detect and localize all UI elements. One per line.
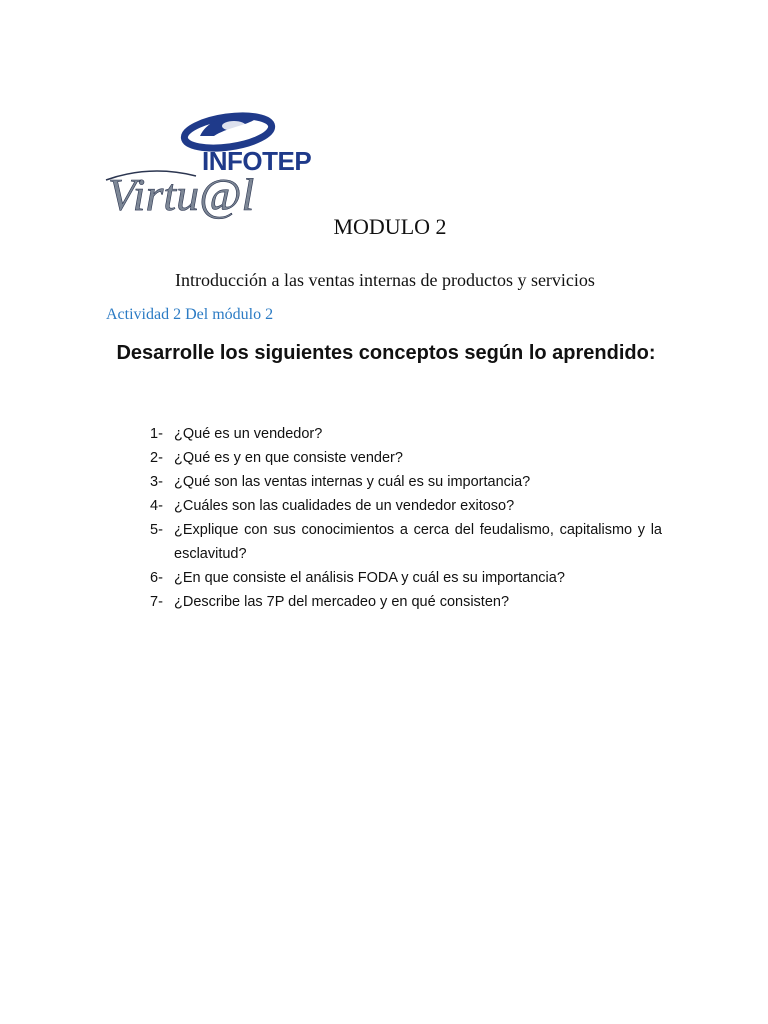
question-list	[150, 422, 662, 614]
list-item	[150, 422, 662, 446]
list-item	[150, 566, 662, 590]
activity-heading: Actividad 2 Del módulo 2	[106, 306, 274, 323]
question-text: ¿Qué es y en que consiste vender?	[174, 450, 403, 466]
question-text: ¿Cuáles son las cualidades de un vendedor exitoso?	[174, 498, 515, 514]
list-item	[150, 446, 662, 470]
question-text: ¿Explique con sus conocimientos a cerca del feudalismo, capitalismo y la esclavitud?	[174, 522, 662, 562]
question-number: 5-	[150, 522, 163, 538]
question-text: ¿En que consiste el análisis FODA y cuál es su importancia?	[174, 570, 565, 586]
instruction-heading: Desarrolle los siguientes conceptos según lo aprendido:	[116, 342, 656, 364]
question-number: 7-	[150, 594, 163, 610]
question-number: 2-	[150, 450, 163, 466]
logo-script-text: Virtu@l	[108, 169, 255, 220]
question-text: ¿Qué son las ventas internas y cuál es su importancia?	[174, 474, 531, 490]
infotep-logo-graphic	[104, 106, 312, 220]
question-number: 3-	[150, 474, 163, 490]
logo-brand-text: INFOTEP	[202, 146, 312, 176]
module-title: MODULO 2	[333, 214, 447, 239]
question-text: ¿Qué es un vendedor?	[174, 426, 323, 442]
list-item	[150, 518, 662, 566]
list-item	[150, 494, 662, 518]
infotep-virtual-logo	[104, 106, 312, 220]
question-number: 4-	[150, 498, 163, 514]
list-item	[150, 470, 662, 494]
question-number: 6-	[150, 570, 163, 586]
question-number: 1-	[150, 426, 163, 442]
list-item	[150, 590, 662, 614]
course-title: Introducción a las ventas internas de productos y servicios	[175, 270, 595, 290]
question-text: ¿Describe las 7P del mercadeo y en qué consisten?	[174, 594, 510, 610]
